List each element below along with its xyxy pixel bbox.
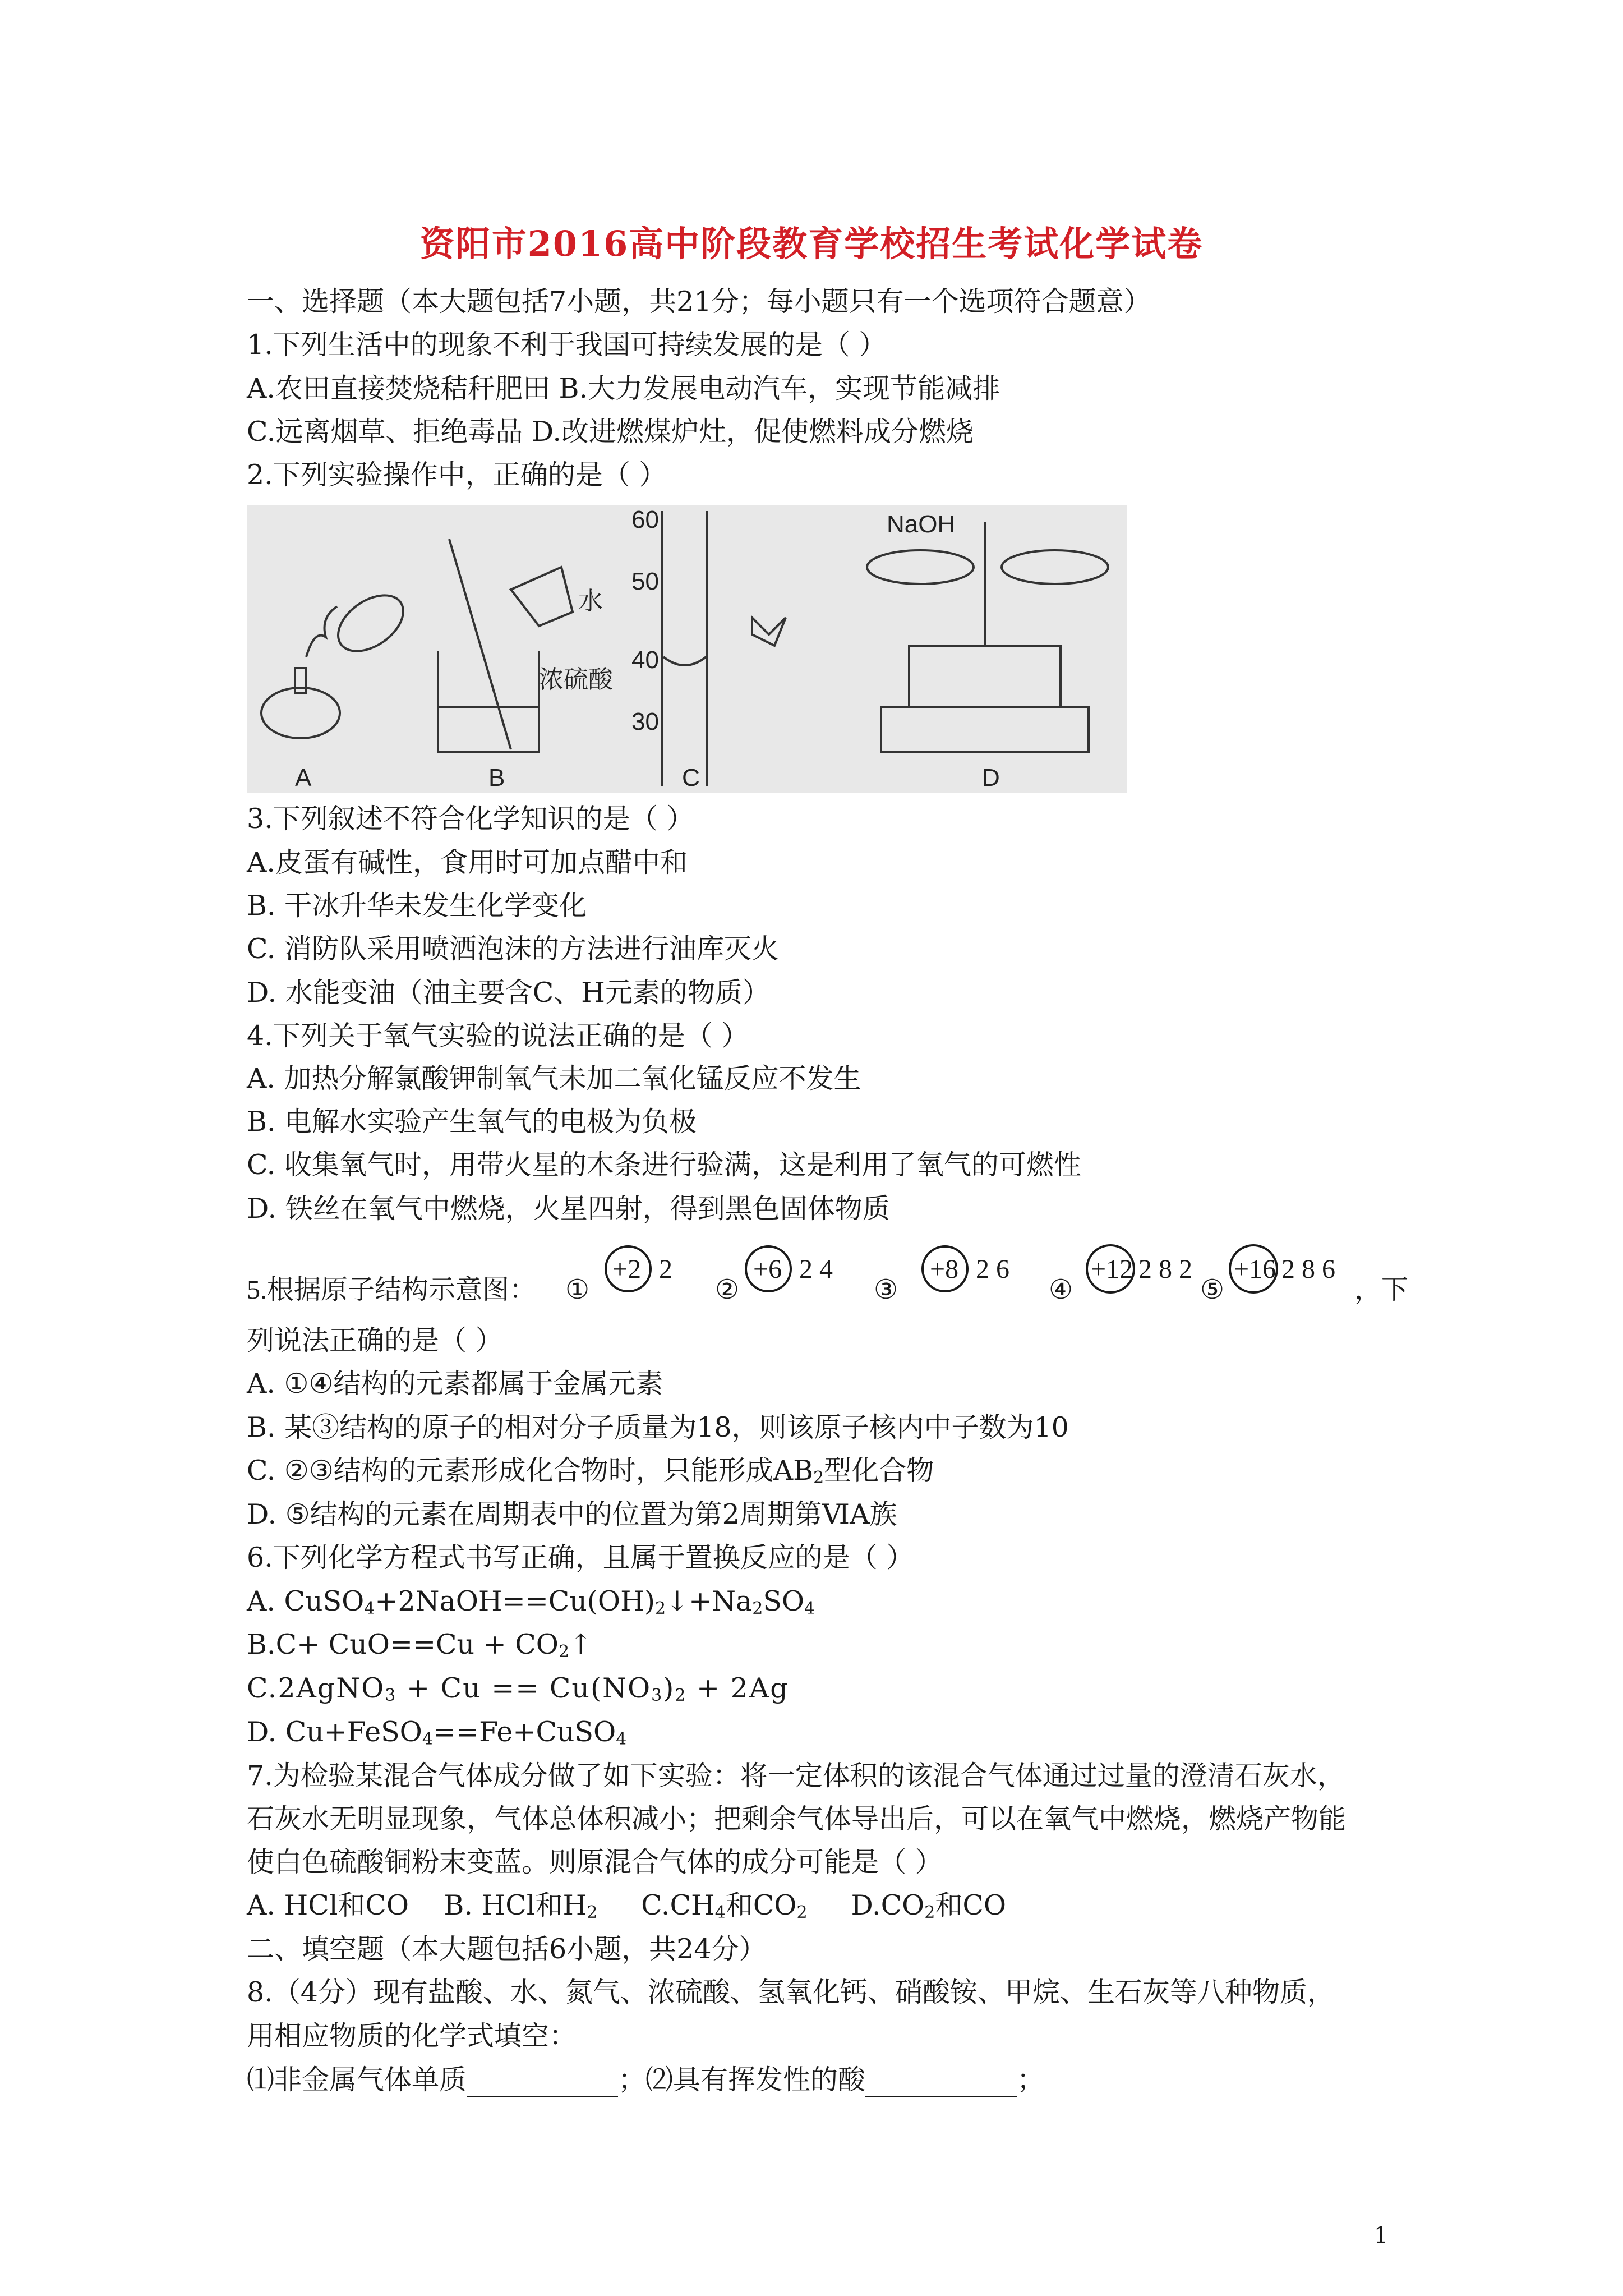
atom-2-charge: +6 xyxy=(753,1254,782,1284)
q6-c-sub: 3 xyxy=(385,1686,397,1705)
q3-option-b: B. 干冰升华未发生化学变化 xyxy=(247,890,587,922)
atom-1-charge: +2 xyxy=(612,1254,642,1284)
q2-figure-svg xyxy=(247,505,1127,793)
q4-option-a: A. 加热分解氯酸钾制氧气未加二氧化锰反应不发生 xyxy=(247,1062,861,1094)
q6-a-part: ↓+Na xyxy=(666,1585,753,1617)
q8-part-2-label: ⑵具有挥发性的酸 xyxy=(645,2064,866,2096)
label-naoh: NaOH xyxy=(887,510,956,538)
q6-d-part: ==Fe+CuSO xyxy=(432,1716,616,1748)
atom-5-diagram xyxy=(1230,1245,1335,1292)
atom-1-electrons: 2 xyxy=(659,1254,672,1284)
q8-blank-1[interactable] xyxy=(467,2068,618,2097)
q6-a-part: +2NaOH==Cu(OH) xyxy=(375,1585,655,1617)
q7-line-3: 使白色硫酸铜粉末变蓝。则原混合气体的成分可能是（ ） xyxy=(247,1846,943,1878)
q6-a-part: SO xyxy=(763,1585,805,1617)
meniscus xyxy=(663,657,706,665)
q7-opt-sub: 2 xyxy=(796,1903,808,1922)
atom-3-charge: +8 xyxy=(930,1254,959,1284)
page-number: 1 xyxy=(1374,2223,1389,2248)
q3-option-a: A.皮蛋有碱性，食用时可加点醋中和 xyxy=(247,846,688,878)
marker-1: ① xyxy=(565,1275,590,1305)
q7-line-2: 石灰水无明显现象，气体总体积减小；把剩余气体导出后，可以在氧气中燃烧，燃烧产物能 xyxy=(247,1803,1347,1835)
section-1-heading: 一、选择题（本大题包括7小题，共21分；每小题只有一个选项符合题意） xyxy=(247,286,1151,318)
q7-opt-sub: 4 xyxy=(714,1903,726,1922)
q5-option-d: D. ⑤结构的元素在周期表中的位置为第2周期第ⅥA族 xyxy=(247,1498,897,1530)
q5-c-text: C. ②③结构的元素形成化合物时，只能形成AB xyxy=(247,1455,814,1487)
q5-c-text-end: 型化合物 xyxy=(824,1455,934,1487)
q6-a-sub: 4 xyxy=(364,1599,375,1618)
q5-stem-start: 5.根据原子结构示意图： xyxy=(247,1275,537,1305)
q6-a-sub: 4 xyxy=(804,1599,815,1618)
q6-d-sub: 4 xyxy=(422,1729,433,1749)
q7-opt-sub: 2 xyxy=(924,1903,935,1922)
q4-option-d: D. 铁丝在氧气中燃烧，火星四射，得到黑色固体物质 xyxy=(247,1193,890,1225)
q3-stem: 3.下列叙述不符合化学知识的是（ ） xyxy=(247,803,694,835)
q6-option-d xyxy=(247,1715,1402,1749)
q6-option-a xyxy=(247,1585,1402,1618)
section-2-heading: 二、填空题（本大题包括6小题，共24分） xyxy=(247,1933,767,1965)
q6-stem: 6.下列化学方程式书写正确，且属于置换反应的是（ ） xyxy=(247,1542,914,1573)
q5-atom-diagrams xyxy=(247,1217,1409,1318)
tick-50: 50 xyxy=(631,568,659,595)
tick-40: 40 xyxy=(631,646,659,674)
q6-c-sub: 3 xyxy=(651,1686,663,1705)
figure-a-alcohol-lamps xyxy=(261,584,413,738)
figure-b-beaker xyxy=(438,539,614,752)
atom-3-electrons: 2 6 xyxy=(976,1254,1009,1284)
q7-opt-part: A. HCl和CO B. HCl和H xyxy=(247,1889,587,1921)
atom-5-electrons: 2 8 6 xyxy=(1281,1254,1335,1284)
q4-stem: 4.下列关于氧气实验的说法正确的是（ ） xyxy=(247,1020,749,1052)
tick-30: 30 xyxy=(631,708,659,735)
tick-60: 60 xyxy=(631,506,659,533)
figure-d-balance xyxy=(867,510,1108,752)
q6-c-part: + Cu == Cu(NO xyxy=(396,1672,652,1704)
q6-a-part: A. CuSO xyxy=(247,1585,365,1617)
q3-option-d: D. 水能变油（油主要含C、H元素的物质） xyxy=(247,977,770,1009)
q3-option-c: C. 消防队采用喷洒泡沫的方法进行油库灭火 xyxy=(247,933,779,965)
beaker-body xyxy=(438,651,539,752)
label-water: 水 xyxy=(578,587,603,615)
balance-base xyxy=(881,707,1089,752)
marker-5: ⑤ xyxy=(1200,1275,1225,1305)
label-acid: 浓硫酸 xyxy=(539,666,613,693)
atom-1-diagram xyxy=(606,1246,672,1291)
q8-fill-line xyxy=(247,2063,1402,2097)
glass-rod xyxy=(449,539,511,749)
figure-label-b: B xyxy=(488,764,505,792)
q6-d-sub: 4 xyxy=(616,1729,627,1749)
q6-b-part: ↑ xyxy=(569,1628,593,1660)
q7-opt-part: C.CH xyxy=(597,1889,715,1921)
q6-c-part: C.2AgNO xyxy=(247,1672,385,1704)
exam-title: 资阳市2016高中阶段教育学校招生考试化学试卷 xyxy=(419,223,1204,264)
eye-symbol xyxy=(752,618,786,646)
q6-a-sub: 2 xyxy=(654,1599,666,1618)
marker-4: ④ xyxy=(1049,1275,1073,1305)
q5-option-c xyxy=(247,1454,1402,1488)
q2-stem: 2.下列实验操作中，正确的是（ ） xyxy=(247,459,667,491)
q5-c-sub: 2 xyxy=(813,1468,824,1488)
right-pan xyxy=(1002,550,1108,584)
q4-option-b: B. 电解水实验产生氧气的电极为负极 xyxy=(247,1106,697,1138)
q5-stem-end: ，下 xyxy=(1354,1275,1409,1305)
q8-line-1: 8.（4分）现有盐酸、水、氮气、浓硫酸、氢氧化钙、硝酸铵、甲烷、生石灰等八种物质， xyxy=(247,1976,1335,2008)
atom-2-diagram xyxy=(746,1246,833,1291)
q8-part-1-label: ⑴非金属气体单质 xyxy=(247,2064,467,2096)
q1-options-ab: A.农田直接焚烧秸秆肥田 B.大力发展电动汽车，实现节能减排 xyxy=(247,372,1000,404)
q6-c-part: + 2Ag xyxy=(686,1672,789,1704)
q6-b-sub: 2 xyxy=(558,1642,570,1662)
q7-opt-part: 和CO xyxy=(725,1889,797,1921)
q8-blank-2[interactable] xyxy=(865,2068,1017,2097)
q2-experiment-figure xyxy=(247,505,1127,793)
q8-part-2-end: ； xyxy=(1017,2064,1045,2096)
q7-opt-part: D.CO xyxy=(807,1889,925,1921)
lamp-bottom-body xyxy=(261,688,340,738)
q7-options xyxy=(247,1889,1402,1922)
atom-5-charge: +16 xyxy=(1234,1254,1276,1284)
lamp-bottom-neck xyxy=(295,668,306,693)
atom-4-charge: +12 xyxy=(1091,1254,1133,1284)
q6-a-sub: 2 xyxy=(752,1599,763,1618)
pouring-cup xyxy=(511,567,573,626)
atom-4-electrons: 2 8 2 xyxy=(1138,1254,1192,1284)
q5-atom-svg xyxy=(247,1217,1409,1318)
marker-3: ③ xyxy=(874,1275,898,1305)
lamp-tilted-body xyxy=(328,584,413,662)
atom-2-electrons: 2 4 xyxy=(799,1254,833,1284)
left-pan xyxy=(867,550,974,584)
q7-line-1: 7.为检验某混合气体成分做了如下实验：将一定体积的该混合气体通过过量的澄清石灰水， xyxy=(247,1760,1345,1792)
q8-line-2: 用相应物质的化学式填空： xyxy=(247,2020,577,2052)
q6-c-part: ) xyxy=(663,1672,675,1704)
q6-option-c xyxy=(247,1672,1402,1705)
figure-label-a: A xyxy=(295,764,312,792)
lamp-flame xyxy=(306,606,337,657)
q4-option-c: C. 收集氧气时，用带火星的木条进行验满，这是利用了氧气的可燃性 xyxy=(247,1149,1081,1181)
figure-c-cylinder xyxy=(631,506,786,786)
q1-options-cd: C.远离烟草、拒绝毒品 D.改进燃煤炉灶，促使燃料成分燃烧 xyxy=(247,416,974,448)
q5-stem-line2: 列说法正确的是（ ） xyxy=(247,1324,503,1356)
q8-part-1-end: ； xyxy=(618,2064,646,2096)
q6-b-part: B.C+ CuO==Cu + CO xyxy=(247,1628,559,1660)
balance-body xyxy=(909,646,1061,707)
atom-3-diagram xyxy=(923,1246,1009,1291)
atom-4-diagram xyxy=(1087,1245,1192,1292)
q6-d-part: D. Cu+FeSO xyxy=(247,1716,422,1748)
q5-option-a: A. ①④结构的元素都属于金属元素 xyxy=(247,1368,663,1400)
q5-option-b: B. 某③结构的原子的相对分子质量为18，则该原子核内中子数为10 xyxy=(247,1411,1069,1443)
q6-option-b xyxy=(247,1628,1402,1662)
q7-opt-part: 和CO xyxy=(935,1889,1007,1921)
figure-label-c: C xyxy=(682,764,700,792)
q1-stem: 1.下列生活中的现象不利于我国可持续发展的是（ ） xyxy=(247,329,887,361)
q7-opt-sub: 2 xyxy=(587,1903,598,1922)
q6-c-sub: 2 xyxy=(675,1686,687,1705)
figure-label-d: D xyxy=(982,764,1000,792)
marker-2: ② xyxy=(715,1275,740,1305)
